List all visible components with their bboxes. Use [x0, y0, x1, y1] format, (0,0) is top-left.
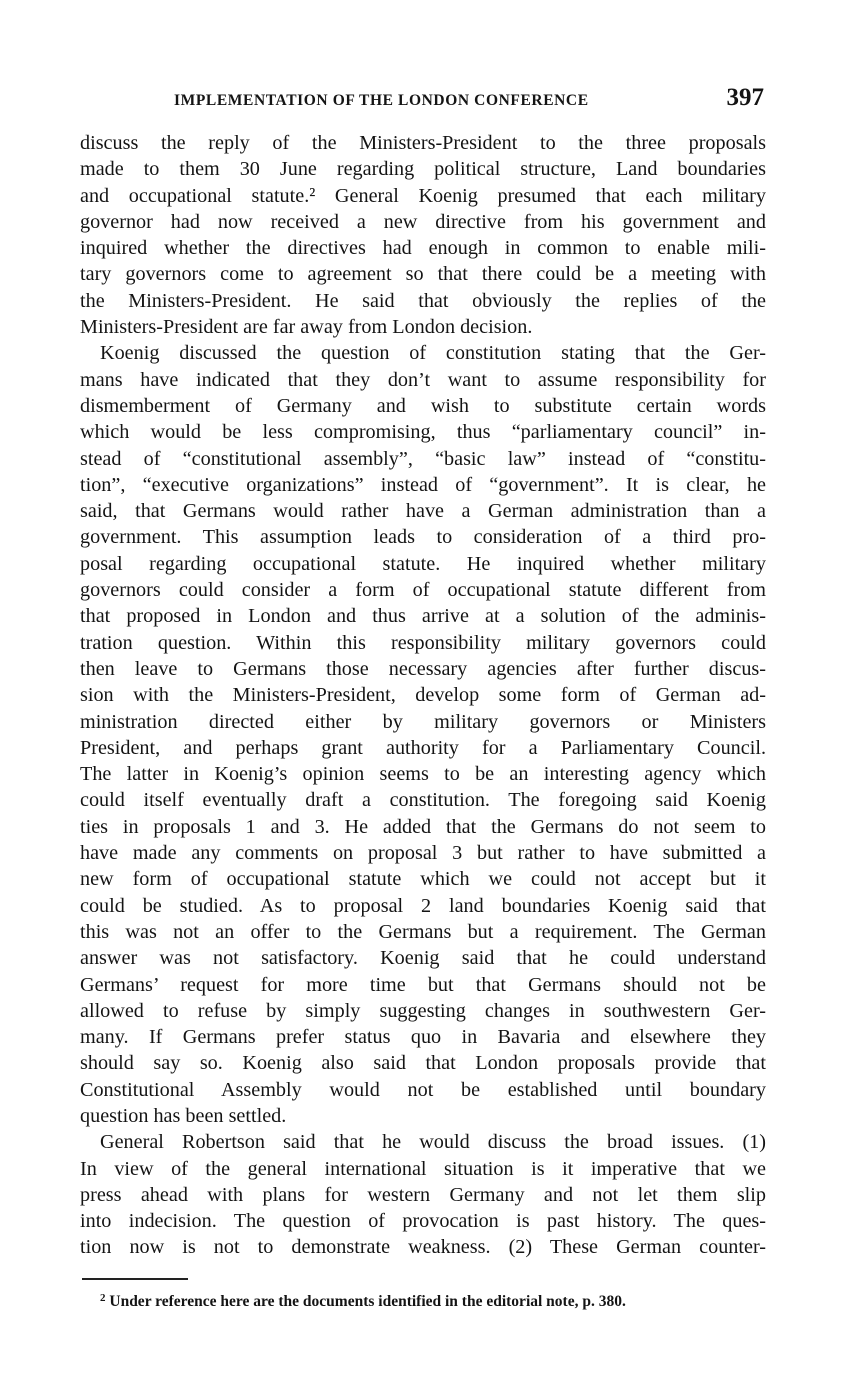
text-line: tration question. Within this responsibility military governors could: [80, 631, 766, 654]
text-line: answer was not satisfactory. Koenig said that he could understand: [80, 947, 766, 970]
footnote-text: Under reference here are the documents identified in the editorial note, p. 380.: [109, 1293, 626, 1310]
text-line: In view of the general international situation is it imperative that we: [80, 1157, 766, 1180]
text-line: then leave to Germans those necessary agencies after further discus-: [80, 657, 766, 680]
running-head: [80, 84, 770, 118]
text-line: and occupational statute.² General Koenig presumed that each military: [80, 184, 766, 207]
text-line: new form of occupational statute which we could not accept but it: [80, 868, 766, 891]
text-line: press ahead with plans for western Germany and not let them slip: [80, 1183, 766, 1206]
text-line: mans have indicated that they don’t want to assume responsibility for: [80, 368, 766, 391]
text-line: Germans’ request for more time but that Germans should not be: [80, 973, 766, 996]
footnote-marker: 2: [100, 1292, 106, 1304]
text-line: question has been settled.: [80, 1104, 287, 1127]
text-line: could be studied. As to proposal 2 land boundaries Koenig said that: [80, 894, 766, 917]
text-line: Koenig discussed the question of constitution stating that the Ger-: [100, 342, 766, 365]
text-line: General Robertson said that he would discuss the broad issues. (1): [100, 1131, 766, 1154]
text-line: made to them 30 June regarding political structure, Land boundaries: [80, 158, 766, 181]
text-line: many. If Germans prefer status quo in Bavaria and elsewhere they: [80, 1026, 766, 1049]
text-line: sion with the Ministers-President, develop some form of German ad-: [80, 684, 766, 707]
text-line: governors could consider a form of occupational statute different from: [80, 579, 766, 602]
text-line: The latter in Koenig’s opinion seems to be an interesting agency which: [80, 763, 766, 786]
text-line: said, that Germans would rather have a German administration than a: [80, 500, 766, 523]
text-line: ties in proposals 1 and 3. He added that the Germans do not seem to: [80, 815, 766, 838]
text-line: the Ministers-President. He said that obviously the replies of the: [80, 289, 766, 312]
text-line: tion”, “executive organizations” instead of “government”. It is clear, he: [80, 473, 766, 496]
text-line: government. This assumption leads to consideration of a third pro-: [80, 526, 766, 549]
text-line: inquired whether the directives had enough in common to enable mili-: [80, 237, 766, 260]
text-line: this was not an offer to the Germans but a requirement. The German: [80, 920, 766, 943]
text-line: Constitutional Assembly would not be established until boundary: [80, 1078, 766, 1101]
text-line: dismemberment of Germany and wish to substitute certain words: [80, 394, 766, 417]
text-line: governor had now received a new directive from his government and: [80, 210, 766, 233]
running-title: IMPLEMENTATION OF THE LONDON CONFERENCE: [174, 92, 589, 109]
text-line: could itself eventually draft a constitution. The foregoing said Koenig: [80, 789, 766, 812]
text-line: allowed to refuse by simply suggesting changes in southwestern Ger-: [80, 999, 766, 1022]
text-line: should say so. Koenig also said that London proposals provide that: [80, 1052, 766, 1075]
text-line: posal regarding occupational statute. He inquired whether military: [80, 552, 766, 575]
text-line: stead of “constitutional assembly”, “basic law” instead of “constitu-: [80, 447, 766, 470]
text-line: tion now is not to demonstrate weakness. (2) These German counter-: [80, 1236, 766, 1259]
text-line: President, and perhaps grant authority for a Parliamentary Council.: [80, 736, 766, 759]
page-number: 397: [726, 84, 764, 111]
text-line: that proposed in London and thus arrive at a solution of the adminis-: [80, 605, 766, 628]
text-line: discuss the reply of the Ministers-President to the three proposals: [80, 132, 766, 154]
text-line: tary governors come to agreement so that there could be a meeting with: [80, 263, 766, 286]
text-line: into indecision. The question of provocation is past history. The ques-: [80, 1210, 766, 1233]
text-line: Ministers-President are far away from London decision.: [80, 316, 533, 339]
text-line: which would be less compromising, thus “parliamentary council” in-: [80, 421, 766, 444]
body-text: [80, 130, 766, 1261]
footnote-rule: [82, 1278, 188, 1280]
text-line: have made any comments on proposal 3 but rather to have submitted a: [80, 842, 766, 865]
text-line: ministration directed either by military governors or Ministers: [80, 710, 766, 733]
footnote: [100, 1292, 770, 1312]
